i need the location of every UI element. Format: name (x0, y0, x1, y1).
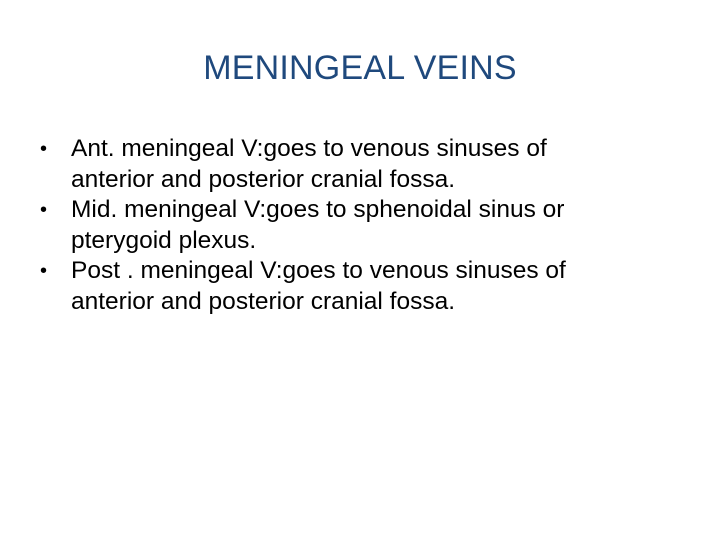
bullet-text-line: pterygoid plexus. (71, 226, 257, 254)
slide-title: MENINGEAL VEINS (203, 49, 517, 87)
bullet-text-line: Mid. meningeal V:goes to sphenoidal sinus or (71, 196, 565, 223)
bullet-icon: • (40, 260, 48, 282)
bullet-text-line: anterior and posterior cranial fossa. (71, 165, 456, 193)
bullet-icon: • (40, 138, 48, 160)
bullet-item-posterior (40, 256, 700, 317)
bullet-text-line: Post . meningeal V:goes to venous sinuses of (71, 257, 566, 284)
bullet-list (40, 134, 700, 317)
bullet-item-anterior (40, 134, 700, 195)
bullet-item-middle (40, 195, 700, 256)
bullet-text-line: Ant. meningeal V:goes to venous sinuses of (71, 135, 547, 162)
bullet-text-line: anterior and posterior cranial fossa. (71, 287, 456, 315)
bullet-icon: • (40, 199, 48, 221)
